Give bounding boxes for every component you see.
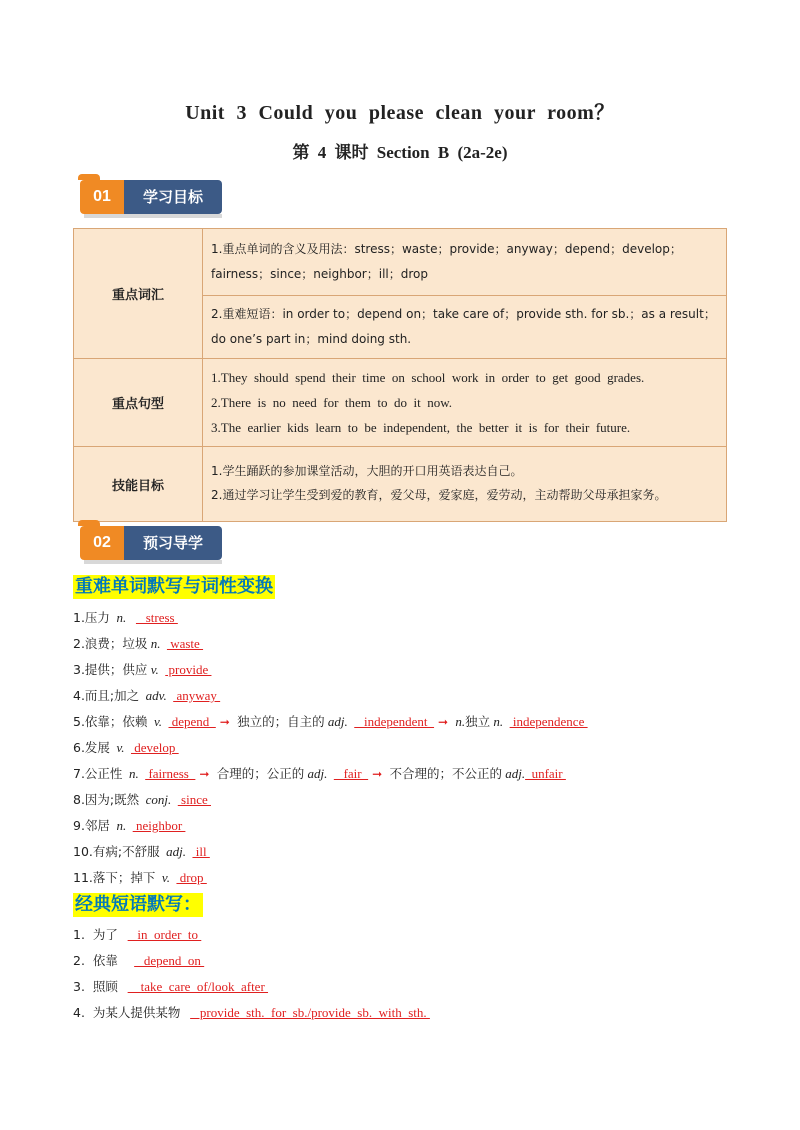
section-badge-goals (80, 180, 222, 214)
vocab-head: 重点词汇 (74, 229, 203, 359)
vocab-cell-2: 2.重难短语：in order to；depend on；take care of；provide sth. for sb.；as a result；do one’s part in；mind doing sth. (203, 296, 727, 359)
word-item-11 (73, 868, 207, 888)
word-item-7 (73, 764, 566, 784)
word-pos-3: adj. (505, 766, 526, 781)
section-number: 01 (80, 180, 124, 214)
word-pos: adv. (145, 688, 167, 703)
word-pos: v. (153, 714, 162, 729)
word-zh-3: 不合理的；不公正的 (389, 766, 502, 781)
word-answer: neighbor (132, 818, 186, 833)
page-title: Unit 3 Could you please clean your room？ (185, 102, 615, 124)
word-zh: 10.有病;不舒服 (73, 844, 160, 859)
word-answer: drop (176, 870, 207, 885)
word-pos: n. (116, 818, 127, 833)
word-answer: fairness (145, 766, 196, 781)
phrase-zh: 3. 照顾 (73, 979, 118, 994)
word-item-8 (73, 790, 211, 810)
word-answer: ill (192, 844, 210, 859)
word-zh: 3.提供；供应 (73, 662, 148, 677)
word-pos-2: adj. (307, 766, 328, 781)
word-zh: 5.依靠；依赖 (73, 714, 148, 729)
phrase-answer: provide sth. for sb./provide sb. with sth. (190, 1005, 430, 1020)
sentence-head: 重点句型 (74, 359, 203, 447)
word-answer: provide (165, 662, 212, 677)
phrases-heading: 经典短语默写： (75, 894, 201, 915)
phrase-item-4 (73, 1003, 430, 1023)
word-zh: 4.而且;加之 (73, 688, 140, 703)
word-item-9 (73, 816, 185, 836)
phrase-zh: 1. 为了 (73, 927, 118, 942)
skill-1: 1.学生踊跃的参加课堂活动，大胆的开口用英语表达自己。 (211, 464, 523, 478)
section-badge-preview (80, 526, 222, 560)
word-answer: waste (166, 636, 204, 651)
section-label: 预习导学 (124, 526, 222, 560)
words-heading: 重难单词默写与词性变换 (75, 576, 273, 597)
word-pos-3b: n. (493, 714, 504, 729)
section-label: 学习目标 (124, 180, 222, 214)
word-zh-2: 独立的；自主的 (237, 714, 325, 729)
word-item-2 (73, 634, 203, 654)
arrow-icon: ➞ (219, 715, 230, 729)
word-zh: 2.浪费；垃圾 (73, 636, 148, 651)
word-answer: since (177, 792, 211, 807)
word-answer-2: fair (333, 766, 369, 781)
word-answer-2: independent (354, 714, 435, 729)
word-zh: 7.公正性 (73, 766, 123, 781)
word-pos: v. (116, 740, 125, 755)
word-zh: 8.因为;既然 (73, 792, 140, 807)
phrase-answer: depend on (134, 953, 205, 968)
word-answer-3: independence (509, 714, 588, 729)
word-pos-3: n. (455, 714, 466, 729)
word-pos: v. (150, 662, 159, 677)
word-zh-3: 独立 (465, 714, 491, 729)
vocab-cell-1: 1.重点单词的含义及用法：stress；waste；provide；anyway；depend；develop；fairness；since；neighbor；ill；drop (203, 229, 727, 296)
word-zh: 11.落下；掉下 (73, 870, 156, 885)
skill-head: 技能目标 (74, 447, 203, 522)
word-pos: adj. (166, 844, 186, 859)
skill-2: 2.通过学习让学生受到爱的教育，爱父母，爱家庭，爱劳动，主动帮助父母承担家务。 (211, 488, 667, 502)
phrase-item-1 (73, 925, 201, 945)
word-zh: 1.压力 (73, 610, 110, 625)
word-answer: develop (131, 740, 179, 755)
word-pos: n. (128, 766, 139, 781)
word-zh-2: 合理的；公正的 (216, 766, 305, 781)
phrase-item-3 (73, 977, 268, 997)
word-zh: 6.发展 (73, 740, 110, 755)
sentence-cell (203, 359, 727, 447)
word-item-5 (73, 712, 588, 732)
goals-table (73, 228, 727, 522)
phrase-answer: take care of/look after (127, 979, 269, 994)
word-item-1 (73, 608, 178, 628)
page-subtitle: 第 4 课时 Section B (2a-2e) (292, 143, 508, 162)
word-zh: 9.邻居 (73, 818, 110, 833)
phrase-zh: 2. 依靠 (73, 953, 118, 968)
word-pos: conj. (145, 792, 172, 807)
arrow-icon: ➞ (372, 767, 383, 781)
word-pos: n. (150, 636, 161, 651)
word-answer-3: unfair (525, 766, 566, 781)
word-pos: n. (116, 610, 127, 625)
sentence-3: 3.The earlier kids learn to be independent, the better it is for their future. (211, 420, 631, 435)
phrase-answer: in order to (127, 927, 202, 942)
word-pos: v. (161, 870, 170, 885)
word-answer: anyway (173, 688, 221, 703)
phrase-zh: 4. 为某人提供某物 (73, 1005, 181, 1020)
word-item-3 (73, 660, 211, 680)
skill-cell (203, 447, 727, 522)
word-item-4 (73, 686, 220, 706)
sentence-1: 1.They should spend their time on school work in order to get good grades. (211, 370, 645, 385)
arrow-icon: ➞ (199, 767, 210, 781)
section-number: 02 (80, 526, 124, 560)
sentence-2: 2.There is no need for them to do it now. (211, 395, 453, 410)
word-item-10 (73, 842, 210, 862)
word-pos-2: adj. (327, 714, 348, 729)
word-item-6 (73, 738, 179, 758)
word-answer: depend (168, 714, 216, 729)
arrow-icon: ➞ (438, 715, 449, 729)
word-answer: stress (135, 610, 178, 625)
phrase-item-2 (73, 951, 204, 971)
